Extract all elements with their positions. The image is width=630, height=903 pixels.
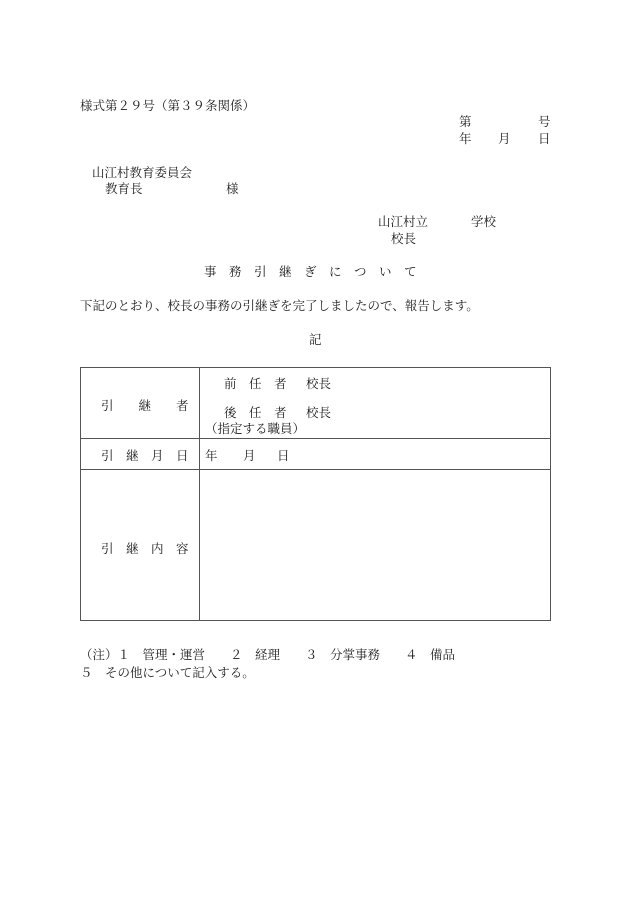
addressee-title: 教育長 [105, 181, 143, 196]
document-title: 事 務 引 継 ぎ に つ い て [204, 264, 417, 279]
note-line-1: （注）１ 管理・運営 ２ 経理 ３ 分掌事務 ４ 備品 [80, 647, 456, 662]
predecessor-label: 前 任 者 [224, 376, 287, 391]
date-day: 日 [538, 131, 551, 146]
date-year: 年 [459, 131, 472, 146]
sender-school: 学校 [471, 214, 497, 229]
handover-date-label: 引 継 月 日 [101, 448, 189, 463]
successor-role: 校長 [306, 405, 332, 420]
handover-date-month: 月 [243, 448, 256, 463]
note-line-2: ５ その他について記入する。 [80, 665, 255, 680]
successor-label: 後 任 者 [224, 405, 287, 420]
handover-person-label: 引 継 者 [101, 398, 189, 413]
handover-date-day: 日 [277, 448, 290, 463]
table-divider-2 [81, 469, 550, 470]
predecessor-role: 校長 [306, 376, 332, 391]
sender-title: 校長 [391, 231, 417, 246]
sender-village: 山江村立 [378, 214, 429, 229]
doc-number-suffix: 号 [538, 114, 551, 129]
handover-content-field[interactable] [203, 474, 543, 614]
doc-number-label: 第 [459, 114, 472, 129]
handover-content-label: 引 継 内 容 [101, 541, 189, 556]
date-month: 月 [498, 131, 511, 146]
handover-date-year: 年 [205, 448, 218, 463]
body-text: 下記のとおり、校長の事務の引継ぎを完了しましたので、報告します。 [80, 298, 479, 313]
table-column-divider [199, 368, 200, 620]
addressee-organization: 山江村教育委員会 [92, 165, 193, 180]
designated-staff-note: （指定する職員） [205, 421, 306, 436]
addressee-honorific: 様 [226, 181, 239, 196]
handover-table [80, 367, 551, 621]
ki-mark: 記 [309, 332, 322, 347]
table-divider-1 [81, 438, 550, 439]
form-number: 様式第２９号（第３９条関係） [80, 98, 256, 113]
